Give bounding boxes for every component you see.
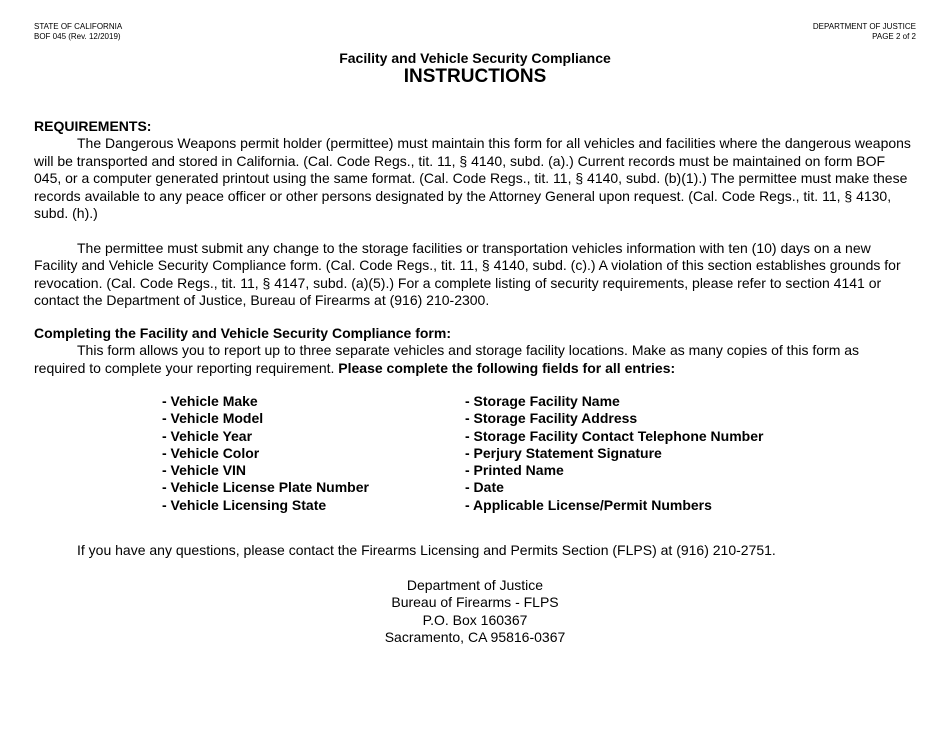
address-line: Bureau of Firearms - FLPS <box>391 594 559 611</box>
facility-fields-list <box>465 393 763 514</box>
list-item: - Perjury Statement Signature <box>465 444 662 461</box>
list-item: - Vehicle VIN <box>162 462 247 479</box>
vehicle-fields-list <box>162 393 369 514</box>
address-line: Sacramento, CA 95816-0367 <box>384 629 566 646</box>
requirements-paragraph-2: The permittee must submit any change to the storage facilities or transportation vehicles information with ten (10) days on a new Facility and Vehicle Security Compliance form. (Cal. Code Regs., tit. 11, § 4140, subd. (c).) A violation of this section establishes grounds for revocation. (Cal. Code Regs., tit. 11, § 4147, subd. (a)(5).) For a complete listing of security requirements, please refer to section 4141 or contact the Department of Justice, Bureau of Firearms at (916) 210-2300. <box>34 239 901 309</box>
list-item: - Vehicle Model <box>162 410 264 427</box>
completing-bold-text: Please complete the following fields for all entries: <box>338 359 676 376</box>
document-subtitle: Facility and Vehicle Security Compliance <box>339 50 611 66</box>
department-label: DEPARTMENT OF JUSTICE <box>812 22 916 31</box>
document-title: INSTRUCTIONS <box>403 66 547 87</box>
address-line: P.O. Box 160367 <box>422 611 528 628</box>
list-item: - Storage Facility Address <box>465 410 638 427</box>
list-item: - Vehicle License Plate Number <box>162 479 369 496</box>
header-right <box>813 22 916 42</box>
mailing-address <box>0 577 950 647</box>
state-label: STATE OF CALIFORNIA <box>34 22 123 31</box>
requirements-paragraph-1: The Dangerous Weapons permit holder (permittee) must maintain this form for all vehicles and facilities where the dangerous weapons will be transported and stored in California. (Cal. Code Regs., tit. 11, § 4140, subd. (a).) Current records must be maintained on form BOF 045, or a computer generated printout using the same format. (Cal. Code Regs., tit. 11, § 4140, subd. (b)(1).) The permittee must make these records available to any peace officer or other persons designated by the Attorney General upon request. (Cal. Code Regs., tit. 11, § 4130, subd. (h).) <box>34 135 911 222</box>
list-item: - Printed Name <box>465 462 564 479</box>
completing-heading: Completing the Facility and Vehicle Security Compliance form: <box>34 325 451 341</box>
closing-statement: If you have any questions, please contact the Firearms Licensing and Permits Section (FLPS) at (916) 210-2751. <box>77 542 776 558</box>
requirements-heading: REQUIREMENTS: <box>34 118 152 134</box>
header-left <box>34 22 122 42</box>
completing-section <box>34 325 914 377</box>
requirements-section <box>34 118 914 309</box>
form-id: BOF 045 (Rev. 12/2019) <box>34 32 121 41</box>
list-item: - Storage Facility Name <box>465 393 620 409</box>
list-item: - Vehicle Color <box>162 444 260 461</box>
list-item: - Vehicle Make <box>162 393 258 409</box>
list-item: - Date <box>465 479 504 496</box>
list-item: - Vehicle Year <box>162 427 253 444</box>
completing-text: This form allows you to report up to three separate vehicles and storage facility locations. Make as many copies of this form as required to complete your reporting requirement. <box>34 342 860 376</box>
list-item: - Vehicle Licensing State <box>162 496 327 513</box>
list-item: - Applicable License/Permit Numbers <box>465 496 712 513</box>
completing-paragraph <box>34 342 914 377</box>
page-number: PAGE 2 of 2 <box>872 32 916 41</box>
list-item: - Storage Facility Contact Telephone Number <box>465 427 764 444</box>
address-line: Department of Justice <box>406 577 544 593</box>
